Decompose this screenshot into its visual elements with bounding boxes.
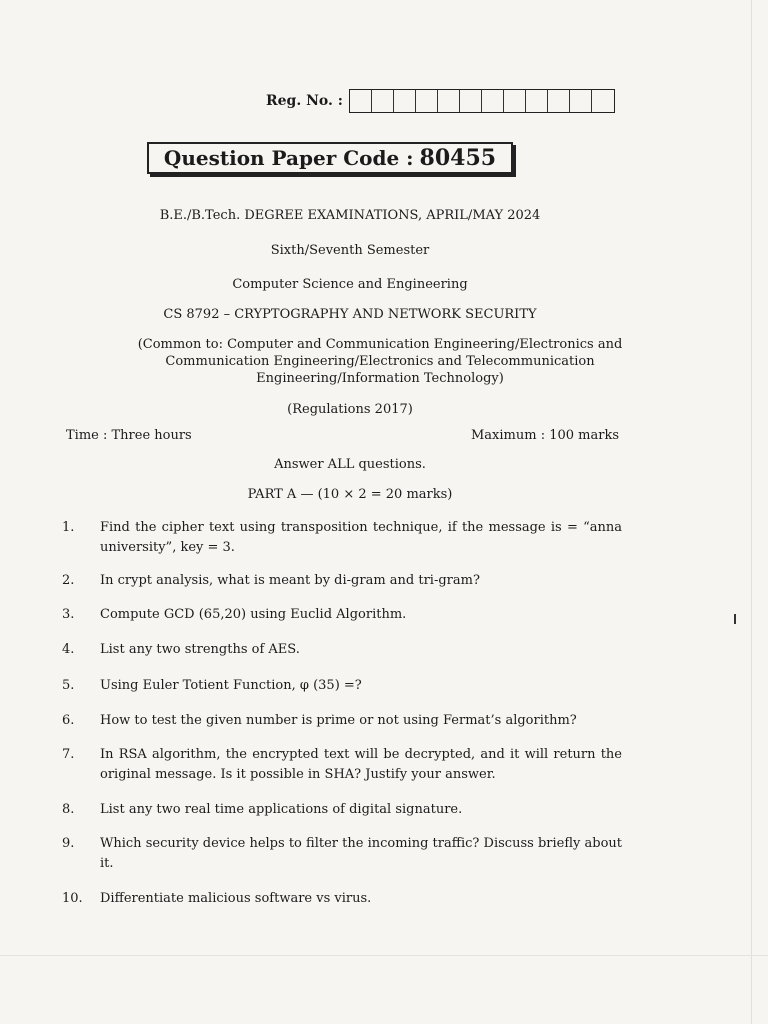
question-number: 4. xyxy=(62,642,75,657)
question-number: 5. xyxy=(62,678,75,693)
reg-number-box[interactable] xyxy=(526,90,548,112)
list-item xyxy=(62,889,622,909)
question-paper-code-number: 80455 xyxy=(419,145,497,171)
common-to-block xyxy=(60,336,700,387)
question-number: 3. xyxy=(62,607,75,622)
reg-number-box[interactable] xyxy=(570,90,592,112)
time-duration: Time : Three hours xyxy=(66,428,192,443)
question-number: 6. xyxy=(62,713,75,728)
list-item xyxy=(62,605,622,625)
question-text: List any two real time applications of digital signature. xyxy=(100,802,463,817)
semester: Sixth/Seventh Semester xyxy=(270,243,430,258)
reg-number-label: Reg. No. : xyxy=(266,93,343,109)
question-number: 9. xyxy=(62,836,75,851)
part-heading: PART A — (10 × 2 = 20 marks) xyxy=(247,487,453,502)
instruction: Answer ALL questions. xyxy=(274,457,426,472)
list-item xyxy=(62,571,622,591)
common-to-line: Engineering/Information Technology) xyxy=(256,371,504,386)
reg-number-box[interactable] xyxy=(504,90,526,112)
exam-title: B.E./B.Tech. DEGREE EXAMINATIONS, APRIL/MAY 2024 xyxy=(159,208,541,223)
question-text: List any two strengths of AES. xyxy=(100,642,300,657)
list-item xyxy=(62,711,622,731)
common-to-line: Communication Engineering/Electronics and Telecommunication xyxy=(165,354,595,369)
list-item xyxy=(62,676,622,696)
department: Computer Science and Engineering xyxy=(232,277,468,292)
reg-number-box[interactable] xyxy=(482,90,504,112)
question-number: 8. xyxy=(62,802,75,817)
question-text: Differentiate malicious software vs virus. xyxy=(100,891,372,906)
reg-number-box[interactable] xyxy=(460,90,482,112)
question-paper-code-label: Question Paper Code : xyxy=(163,146,414,170)
reg-number-box[interactable] xyxy=(350,90,372,112)
time-marks-row xyxy=(66,428,619,443)
question-text: In RSA algorithm, the encrypted text will be decrypted, and it will return the original message. Is it possible in SHA? Justify your answer. xyxy=(100,747,622,782)
list-item xyxy=(62,800,622,820)
reg-number-box[interactable] xyxy=(592,90,614,112)
reg-number-boxes xyxy=(349,89,615,113)
list-item xyxy=(62,834,622,874)
list-item xyxy=(62,518,622,558)
question-text: How to test the given number is prime or not using Fermat’s algorithm? xyxy=(100,713,577,728)
stray-mark xyxy=(734,614,736,624)
reg-number-row xyxy=(266,89,615,113)
list-item xyxy=(62,745,622,785)
reg-number-box[interactable] xyxy=(548,90,570,112)
common-to-line: (Common to: Computer and Communication Engineering/Electronics and xyxy=(137,337,623,352)
question-number: 1. xyxy=(62,520,75,535)
question-text: Find the cipher text using transposition technique, if the message is = “anna university”, key = 3. xyxy=(100,520,622,555)
question-number: 10. xyxy=(62,891,83,906)
question-text: In crypt analysis, what is meant by di-gram and tri-gram? xyxy=(100,573,480,588)
question-text: Which security device helps to filter the incoming traffic? Discuss briefly about it. xyxy=(100,836,622,871)
list-item xyxy=(62,640,622,660)
question-number: 7. xyxy=(62,747,75,762)
scan-edge-bottom xyxy=(0,955,768,956)
question-text: Compute GCD (65,20) using Euclid Algorithm. xyxy=(100,607,407,622)
question-paper-code-box xyxy=(147,142,513,174)
reg-number-box[interactable] xyxy=(372,90,394,112)
maximum-marks: Maximum : 100 marks xyxy=(470,428,619,443)
reg-number-box[interactable] xyxy=(416,90,438,112)
scan-edge-right xyxy=(751,0,752,1024)
reg-number-box[interactable] xyxy=(394,90,416,112)
regulations: (Regulations 2017) xyxy=(287,402,413,417)
course-title: CS 8792 – CRYPTOGRAPHY AND NETWORK SECURITY xyxy=(163,307,537,322)
question-number: 2. xyxy=(62,573,75,588)
reg-number-box[interactable] xyxy=(438,90,460,112)
question-text: Using Euler Totient Function, φ (35) =? xyxy=(100,678,362,693)
